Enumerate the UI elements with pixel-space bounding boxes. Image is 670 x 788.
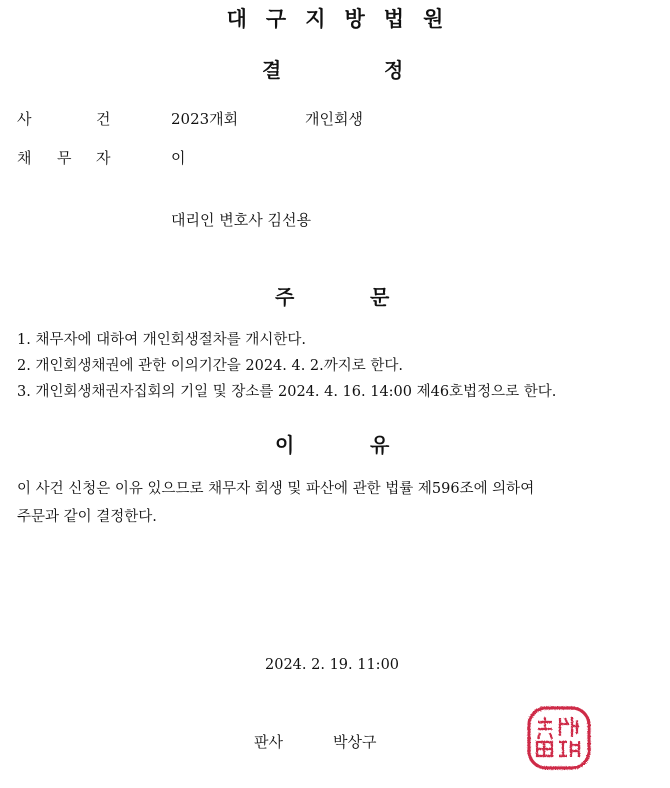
case-name: 개인회생 (305, 110, 363, 128)
debtor-label-char-1: 채 (17, 149, 32, 167)
order-heading-char-1: 주 (275, 285, 295, 309)
judge-title: 판사 (254, 733, 283, 751)
case-label-char-2: 건 (96, 110, 111, 128)
court-seal-icon (522, 700, 596, 776)
order-item: 3. 개인회생채권자집회의 기일 및 장소를 2024. 4. 16. 14:00 제46호법정으로 한다. (17, 384, 557, 400)
reason-text-line-1: 이 사건 신청은 이유 있으므로 채무자 회생 및 파산에 관한 법률 제596조에 의하여 (17, 481, 535, 497)
order-item: 2. 개인회생채권에 관한 이의기간을 2024. 4. 2.까지로 한다. (17, 358, 404, 374)
reason-text-line-2: 주문과 같이 결정한다. (17, 509, 157, 525)
doc-type-char-2: 정 (384, 58, 404, 82)
doc-type-char-1: 결 (262, 58, 282, 82)
debtor-agent: 대리인 변호사 김선용 (171, 211, 311, 229)
reason-heading-char-2: 유 (370, 433, 390, 457)
decision-date: 2024. 2. 19. 11:00 (265, 657, 400, 673)
reason-heading-char-1: 이 (275, 433, 295, 457)
debtor-label-char-2: 무 (57, 149, 72, 167)
judge-name: 박상구 (333, 733, 377, 751)
order-item: 1. 채무자에 대하여 개인회생절차를 개시한다. (17, 332, 307, 348)
case-number: 2023개회 (171, 110, 239, 128)
court-name: 대구지방법원 (226, 7, 463, 31)
debtor-name: 이 (171, 149, 186, 167)
debtor-label-char-3: 자 (96, 149, 111, 167)
case-label-char-1: 사 (17, 110, 32, 128)
order-heading-char-2: 문 (370, 285, 390, 309)
